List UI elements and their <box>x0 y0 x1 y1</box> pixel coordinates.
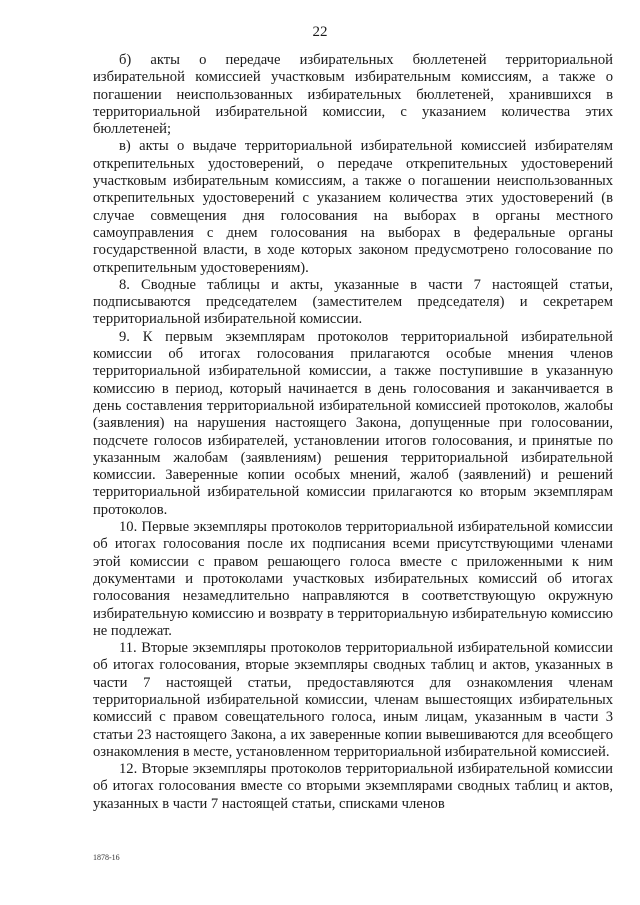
paragraph-part-8: 8. Сводные таблицы и акты, указанные в части 7 настоящей статьи, подписываются председателем (заместителем председателя) и секретарем территориальной избирательной комиссии. <box>93 276 613 328</box>
page-number: 22 <box>312 24 328 40</box>
document-body <box>93 52 613 813</box>
paragraph-part-11: 11. Вторые экземпляры протоколов территориальной избирательной комиссии об итогах голосования, вторые экземпляры сводных таблиц и актов, указанных в части 7 настоящей статьи, предоставляются для ознакомления членам территориальной избирательной комиссии, членам вышестоящих избирательных комиссий с правом совещательного голоса, иным лицам, указанным в части 3 статьи 23 настоящего Закона, а их заверенные копии вывешиваются для всеобщего ознакомления в месте, установленном территориальной избирательной комиссией. <box>93 640 613 760</box>
paragraph-item-v: в) акты о выдаче территориальной избирательной комиссией избирателям открепительных удостоверений, о передаче открепительных удостоверений участковым избирательным комиссиям, а также о погашении неиспользованных открепительных удостоверений с указанием количества этих удостоверений (в случае совмещения дня голосования на выборах в органы местного самоуправления с днем голосования на выборах в федеральные органы государственной власти, в ходе которых законом предусмотрено голосование по открепительным удостоверениям). <box>93 138 613 276</box>
document-code: 1878-16 <box>93 853 120 862</box>
paragraph-item-b: б) акты о передаче избирательных бюллетеней территориальной избирательной комиссией участковым избирательным комиссиям, а также о погашении неиспользованных избирательных бюллетеней, хранившихся в территориальной избирательной комиссии, с указанием количества этих бюллетеней; <box>93 52 613 138</box>
paragraph-part-9: 9. К первым экземплярам протоколов территориальной избирательной комиссии об итогах голосования прилагаются особые мнения членов территориальной избирательной комиссии, а также поступившие в указанную комиссию в период, который начинается в день голосования и заканчивается в день составления территориальной избирательной комиссией протоколов, жалобы (заявления) на нарушения настоящего Закона, допущенные при голосовании, подсчете голосов избирателей, установлении итогов голосования, и принятые по указанным жалобам (заявлениям) решения территориальной избирательной комиссии. Заверенные копии особых мнений, жалоб (заявлений) и решений территориальной избирательной комиссии прилагаются ко вторым экземплярам протоколов. <box>93 328 613 518</box>
paragraph-part-12: 12. Вторые экземпляры протоколов территориальной избирательной комиссии об итогах голосования вместе со вторыми экземплярами сводных таблиц и актов, указанных в части 7 настоящей статьи, списками членов <box>93 761 613 812</box>
paragraph-part-10: 10. Первые экземпляры протоколов территориальной избирательной комиссии об итогах голосования после их подписания всеми присутствующими членами этой комиссии с правом решающего голоса вместе с приложенными к ним документами и протоколами участковых избирательных комиссий об итогах голосования незамедлительно направляются в соответствующую окружную избирательную комиссию и возврату в территориальную избирательную комиссию не подлежат. <box>93 519 613 639</box>
